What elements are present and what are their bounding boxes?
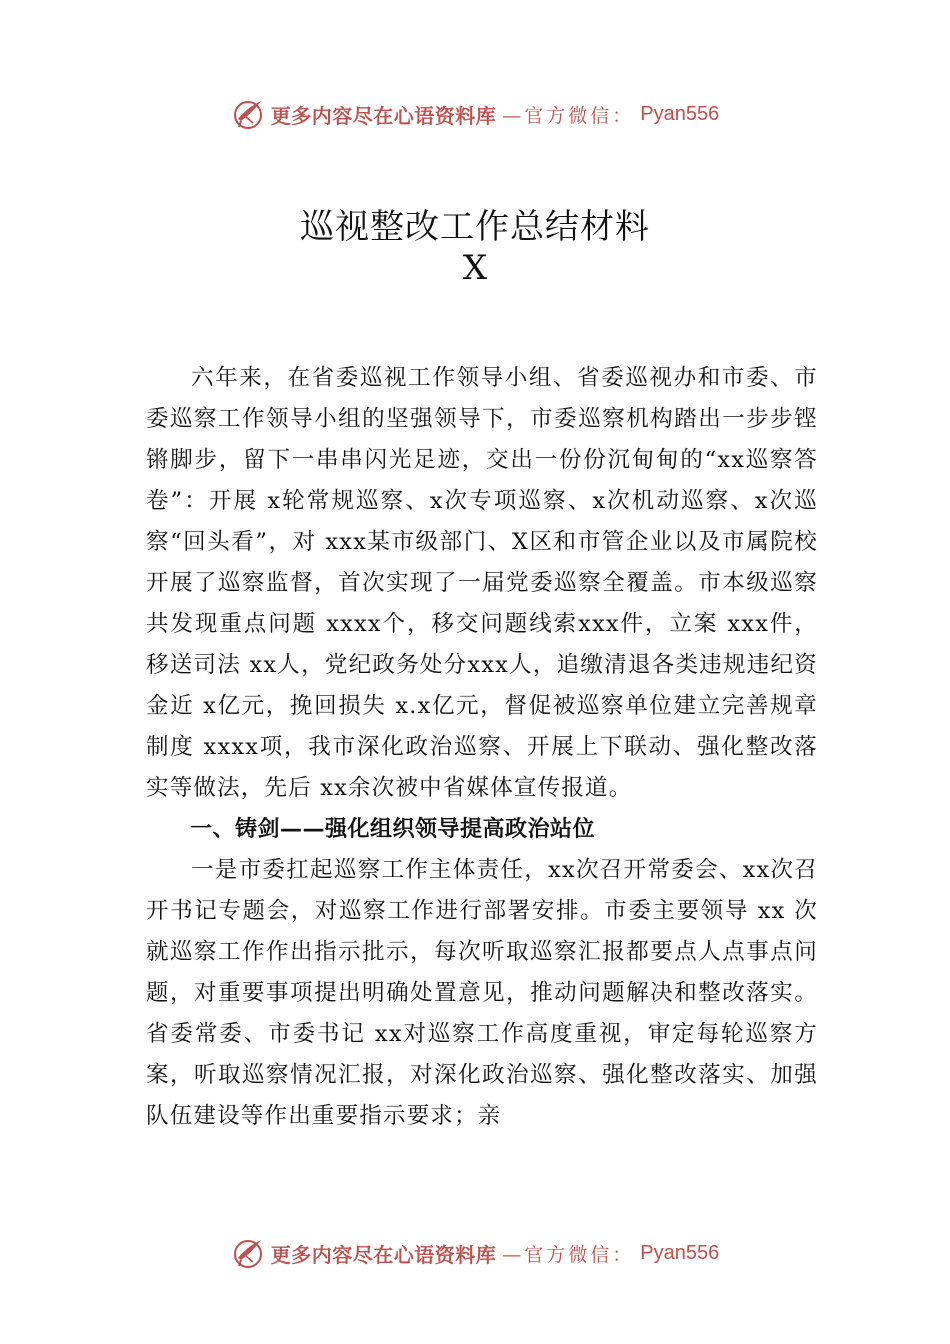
quill-logo-icon — [231, 97, 265, 131]
document-title: 巡视整改工作总结材料 — [300, 207, 650, 247]
quill-logo-icon — [231, 1236, 265, 1270]
watermark-footer — [0, 1233, 950, 1273]
document-title-suffix: X — [462, 248, 488, 288]
body-paragraph: 一是市委扛起巡察工作主体责任，xx次召开常委会、xx次召开书记专题会，对巡察工作进行部署安排。市委主要领导 xx 次就巡察工作作出指示批示，每次听取巡察汇报都要点人点事点问题，对重要事项提出明确处置意见，推动问题解决和整改落实。省委常委、市委书记 xx对巡察工作高度重视，审定每轮巡察方案，听取巡察情况汇报，对深化政治巡察、强化整改落实、加强队伍建设等作出重要指示要求；亲 — [146, 857, 818, 1129]
watermark-wechat-id: Pyan556 — [640, 1241, 720, 1264]
document-body — [146, 358, 818, 1137]
watermark-main-text: 更多内容尽在心语资料库 — [270, 103, 497, 128]
watermark-main-text: 更多内容尽在心语资料库 — [270, 1242, 497, 1267]
watermark-header — [0, 94, 950, 134]
section-heading: 一、铸剑——强化组织领导提高政治站位 — [190, 817, 596, 842]
watermark-wechat-label: —官方微信： — [502, 104, 635, 127]
watermark-wechat-id: Pyan556 — [640, 102, 720, 125]
watermark-wechat-label: —官方微信： — [502, 1243, 635, 1266]
body-paragraph: 六年来，在省委巡视工作领导小组、省委巡视办和市委、市委巡察工作领导小组的坚强领导下，市委巡察机构踏出一步步铿锵脚步，留下一串串闪光足迹，交出一份份沉甸甸的“xx巡察答卷”：开展 x轮常规巡察、x次专项巡察、x次机动巡察、x次巡察“回头看”，对 xxx某市级部门、X区和市管企业以及市属院校开展了巡察监督，首次实现了一届党委巡察全覆盖。市本级巡察共发现重点问题 xxxx个，移交问题线索xxx件，立案 xxx件，移送司法 xx人，党纪政务处分xxx人，追缴清退各类违规违纪资金近 x亿元，挽回损失 x.x亿元，督促被巡察单位建立完善规章制度 xxxx项，我市深化政治巡察、开展上下联动、强化整改落实等做法，先后 xx余次被中省媒体宣传报道。 — [146, 365, 818, 801]
